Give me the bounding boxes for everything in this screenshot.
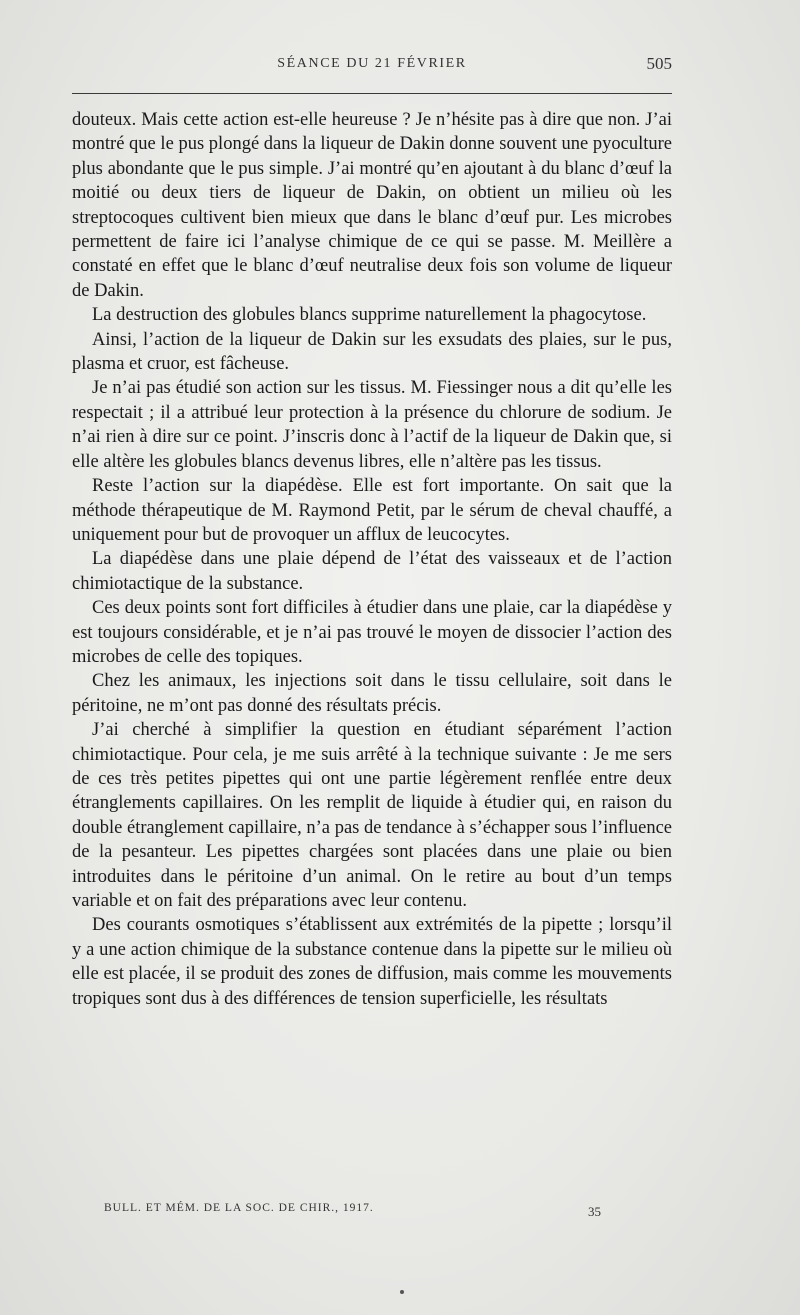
paragraph: Je n’ai pas étudié son action sur les tissus. M. Fiessinger nous a dit qu’elle les respectait ; il a attribué leur protection à la présence du chlorure de sodium. Je n’ai rien à dire sur ce point. J’inscris donc à l’actif de la liqueur de Dakin que, si elle altère les globules blancs devenus libres, elle n’altère pas les tissus.: [72, 378, 672, 472]
paragraph: Reste l’action sur la diapédèse. Elle est fort importante. On sait que la méthode thérapeutique de M. Raymond Petit, par le sérum de cheval chauffé, a uniquement pour but de provoquer un afflux de leucocytes.: [72, 476, 672, 545]
paragraph: douteux. Mais cette action est-elle heureuse ? Je n’hésite pas à dire que non. J’ai montré que le pus plongé dans la liqueur de Dakin donne souvent une pyoculture plus abondante que le pus simple. J’ai montré qu’en ajoutant à du blanc d’œuf la moitié ou deux tiers de liqueur de Dakin, on obtient un milieu où les streptocoques cultivent bien mieux que dans le blanc d’œuf pur. Les microbes permettent de faire ici l’analyse chimique de ce qui se passe. M. Meillère a constaté en effet que le blanc d’œuf neutralise deux fois son volume de liqueur de Dakin.: [72, 110, 672, 301]
paragraph: Ces deux points sont fort difficiles à étudier dans une plaie, car la diapédèse y est toujours considérable, et je n’ai pas trouvé le moyen de dissocier l’action des microbes de celle des topiques.: [72, 598, 672, 667]
running-head: [72, 56, 672, 78]
running-title: SÉANCE DU 21 FÉVRIER: [277, 56, 467, 71]
paragraph: Ainsi, l’action de la liqueur de Dakin sur les exsudats des plaies, sur le pus, plasma et cruor, est fâcheuse.: [72, 329, 672, 375]
print-speck: [400, 1290, 404, 1294]
paragraph: La destruction des globules blancs supprime naturellement la phagocytose.: [92, 305, 647, 326]
page-number: 505: [646, 54, 672, 73]
paragraph: Chez les animaux, les injections soit dans le tissu cellulaire, soit dans le péritoine, ne m’ont pas donné des résultats précis.: [72, 671, 672, 716]
paragraph: Des courants osmotiques s’établissent aux extrémités de la pipette ; lorsqu’il y a une action chimique de la substance contenue dans la pipette sur le milieu où elle est placée, il se produit des zones de diffusion, mais comme les mouvements tropiques sont dus à des différences de tension superficielle, les résultats: [72, 915, 672, 1009]
header-rule: [72, 93, 672, 94]
body-text: [72, 108, 672, 1011]
footer-journal-line: BULL. ET MÉM. DE LA SOC. DE CHIR., 1917.: [104, 1202, 374, 1214]
paragraph: J’ai cherché à simplifier la question en étudiant séparément l’action chimiotactique. Pour cela, je me suis arrêté à la technique suivante : Je me sers de ces très petites pipettes qui ont une partie légèrement renflée entre deux étranglements capillaires. On les remplit de liquide à étudier qui, en raison du double étranglement capillaire, n’a pas de tendance à s’échapper sous l’influence de la pesanteur. Les pipettes chargées sont placées dans une plaie ou bien introduites dans le péritoine d’un animal. On le retire au bout d’un temps variable et on fait des préparations avec leur contenu.: [72, 720, 672, 911]
paragraph: La diapédèse dans une plaie dépend de l’état des vaisseaux et de l’action chimiotactique de la substance.: [72, 549, 672, 594]
signature-mark: 35: [588, 1204, 601, 1219]
